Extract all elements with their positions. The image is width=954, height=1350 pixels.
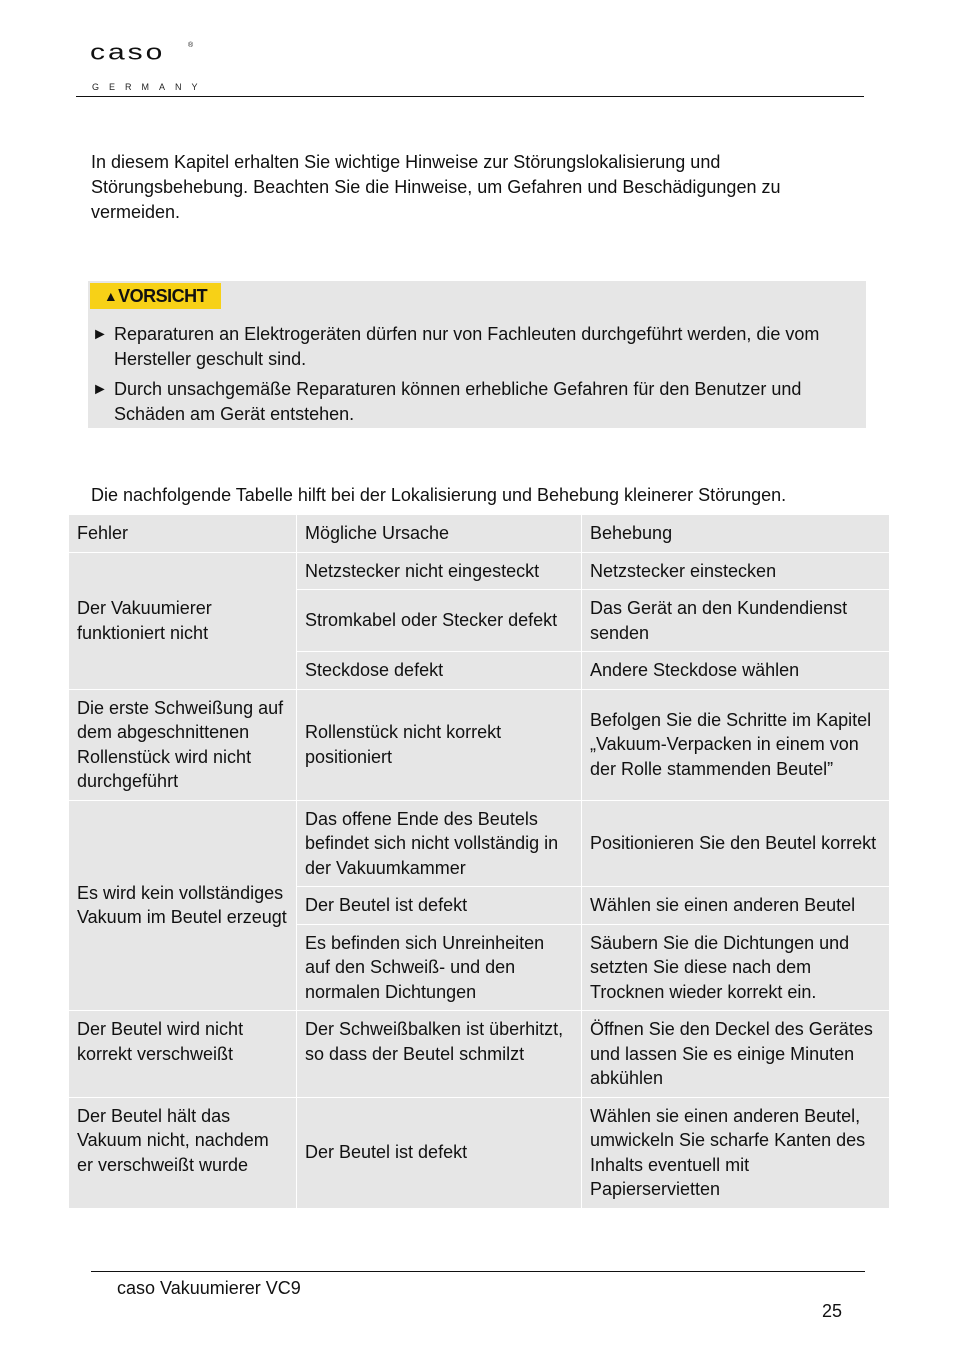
- warning-badge: [90, 283, 221, 309]
- remedy-cell: Wählen sie einen anderen Beutel: [582, 887, 889, 924]
- fault-cell: Der Beutel hält das Vakuum nicht, nachdem er verschweißt wurde: [69, 1098, 296, 1208]
- warning-box: [88, 281, 866, 428]
- table-row: [69, 690, 889, 800]
- footer-divider: [91, 1271, 865, 1272]
- arrow-bullet-icon: ►: [92, 381, 108, 398]
- warning-triangle-icon: ▲: [103, 288, 118, 304]
- header-divider: [76, 96, 864, 97]
- cause-cell: Es befinden sich Unreinheiten auf den Schweiß- und den normalen Dichtungen: [297, 925, 581, 1011]
- brand-logo: [76, 32, 206, 106]
- warning-badge-label: VORSICHT: [118, 285, 208, 306]
- cause-cell: Der Beutel ist defekt: [297, 887, 581, 924]
- table-intro-text: Die nachfolgende Tabelle hilft bei der Lokalisierung und Behebung kleinerer Störungen.: [91, 485, 787, 505]
- warning-item-text: Durch unsachgemäße Reparaturen können erhebliche Gefahren für den Benutzer und Schäden am Gerät entstehen.: [114, 379, 802, 424]
- cause-cell: Das offene Ende des Beutels befindet sich nicht vollständig in der Vakuumkammer: [297, 801, 581, 887]
- footer-title: caso Vakuumierer VC9: [117, 1278, 301, 1298]
- remedy-cell: Positionieren Sie den Beutel korrekt: [582, 801, 889, 887]
- registered-mark: ®: [188, 42, 194, 49]
- remedy-cell: Öffnen Sie den Deckel des Gerätes und lassen Sie es einige Minuten abkühlen: [582, 1011, 889, 1097]
- fault-cell: Die erste Schweißung auf dem abgeschnittenen Rollenstück wird nicht durchgeführt: [69, 690, 296, 800]
- remedy-cell: Netzstecker einstecken: [582, 553, 889, 590]
- warning-item-text: Reparaturen an Elektrogeräten dürfen nur von Fachleuten durchgeführt werden, die vom Hersteller geschult sind.: [114, 324, 820, 369]
- cause-cell: Der Beutel ist defekt: [297, 1098, 581, 1208]
- remedy-cell: Wählen sie einen anderen Beutel, umwickeln Sie scharfe Kanten des Inhalts eventuell mit Papierservietten: [582, 1098, 889, 1208]
- table-row: [69, 1011, 889, 1097]
- header-cell-fault: Fehler: [69, 515, 296, 552]
- cause-cell: Stromkabel oder Stecker defekt: [297, 590, 581, 651]
- warning-item: [92, 322, 862, 372]
- remedy-cell: Befolgen Sie die Schritte im Kapitel „Vakuum-Verpacken in einem von der Rolle stammenden Beutel”: [582, 690, 889, 800]
- cause-cell: Rollenstück nicht korrekt positioniert: [297, 690, 581, 800]
- table-header-row: [69, 515, 889, 552]
- fault-cell: Der Beutel wird nicht korrekt verschweißt: [69, 1011, 296, 1097]
- troubleshooting-table: [68, 514, 890, 1209]
- cause-cell: Steckdose defekt: [297, 652, 581, 689]
- warning-item: [92, 377, 862, 427]
- table-row: [69, 1098, 889, 1208]
- intro-paragraph: In diesem Kapitel erhalten Sie wichtige Hinweise zur Störungslokalisierung und Störungsbehebung. Beachten Sie die Hinweise, um Gefahren und Beschädigungen zu vermeiden.: [91, 152, 781, 222]
- cause-cell: Netzstecker nicht eingesteckt: [297, 553, 581, 590]
- remedy-cell: Säubern Sie die Dichtungen und setzten Sie diese nach dem Trocknen wieder korrekt ein.: [582, 925, 889, 1011]
- remedy-cell: Andere Steckdose wählen: [582, 652, 889, 689]
- logo-wordmark: caso: [90, 40, 166, 65]
- fault-cell: Es wird kein vollständiges Vakuum im Beutel erzeugt: [69, 801, 296, 1011]
- table-row: [69, 553, 889, 590]
- page-number: 25: [822, 1301, 843, 1321]
- remedy-cell: Das Gerät an den Kundendienst senden: [582, 590, 889, 651]
- header-cell-cause: Mögliche Ursache: [297, 515, 581, 552]
- header-cell-remedy: Behebung: [582, 515, 889, 552]
- cause-cell: Der Schweißbalken ist überhitzt, so dass der Beutel schmilzt: [297, 1011, 581, 1097]
- fault-cell: Der Vakuumierer funktioniert nicht: [69, 553, 296, 689]
- arrow-bullet-icon: ►: [92, 326, 108, 343]
- logo-subline: GERMANY: [92, 82, 208, 92]
- table-row: [69, 801, 889, 887]
